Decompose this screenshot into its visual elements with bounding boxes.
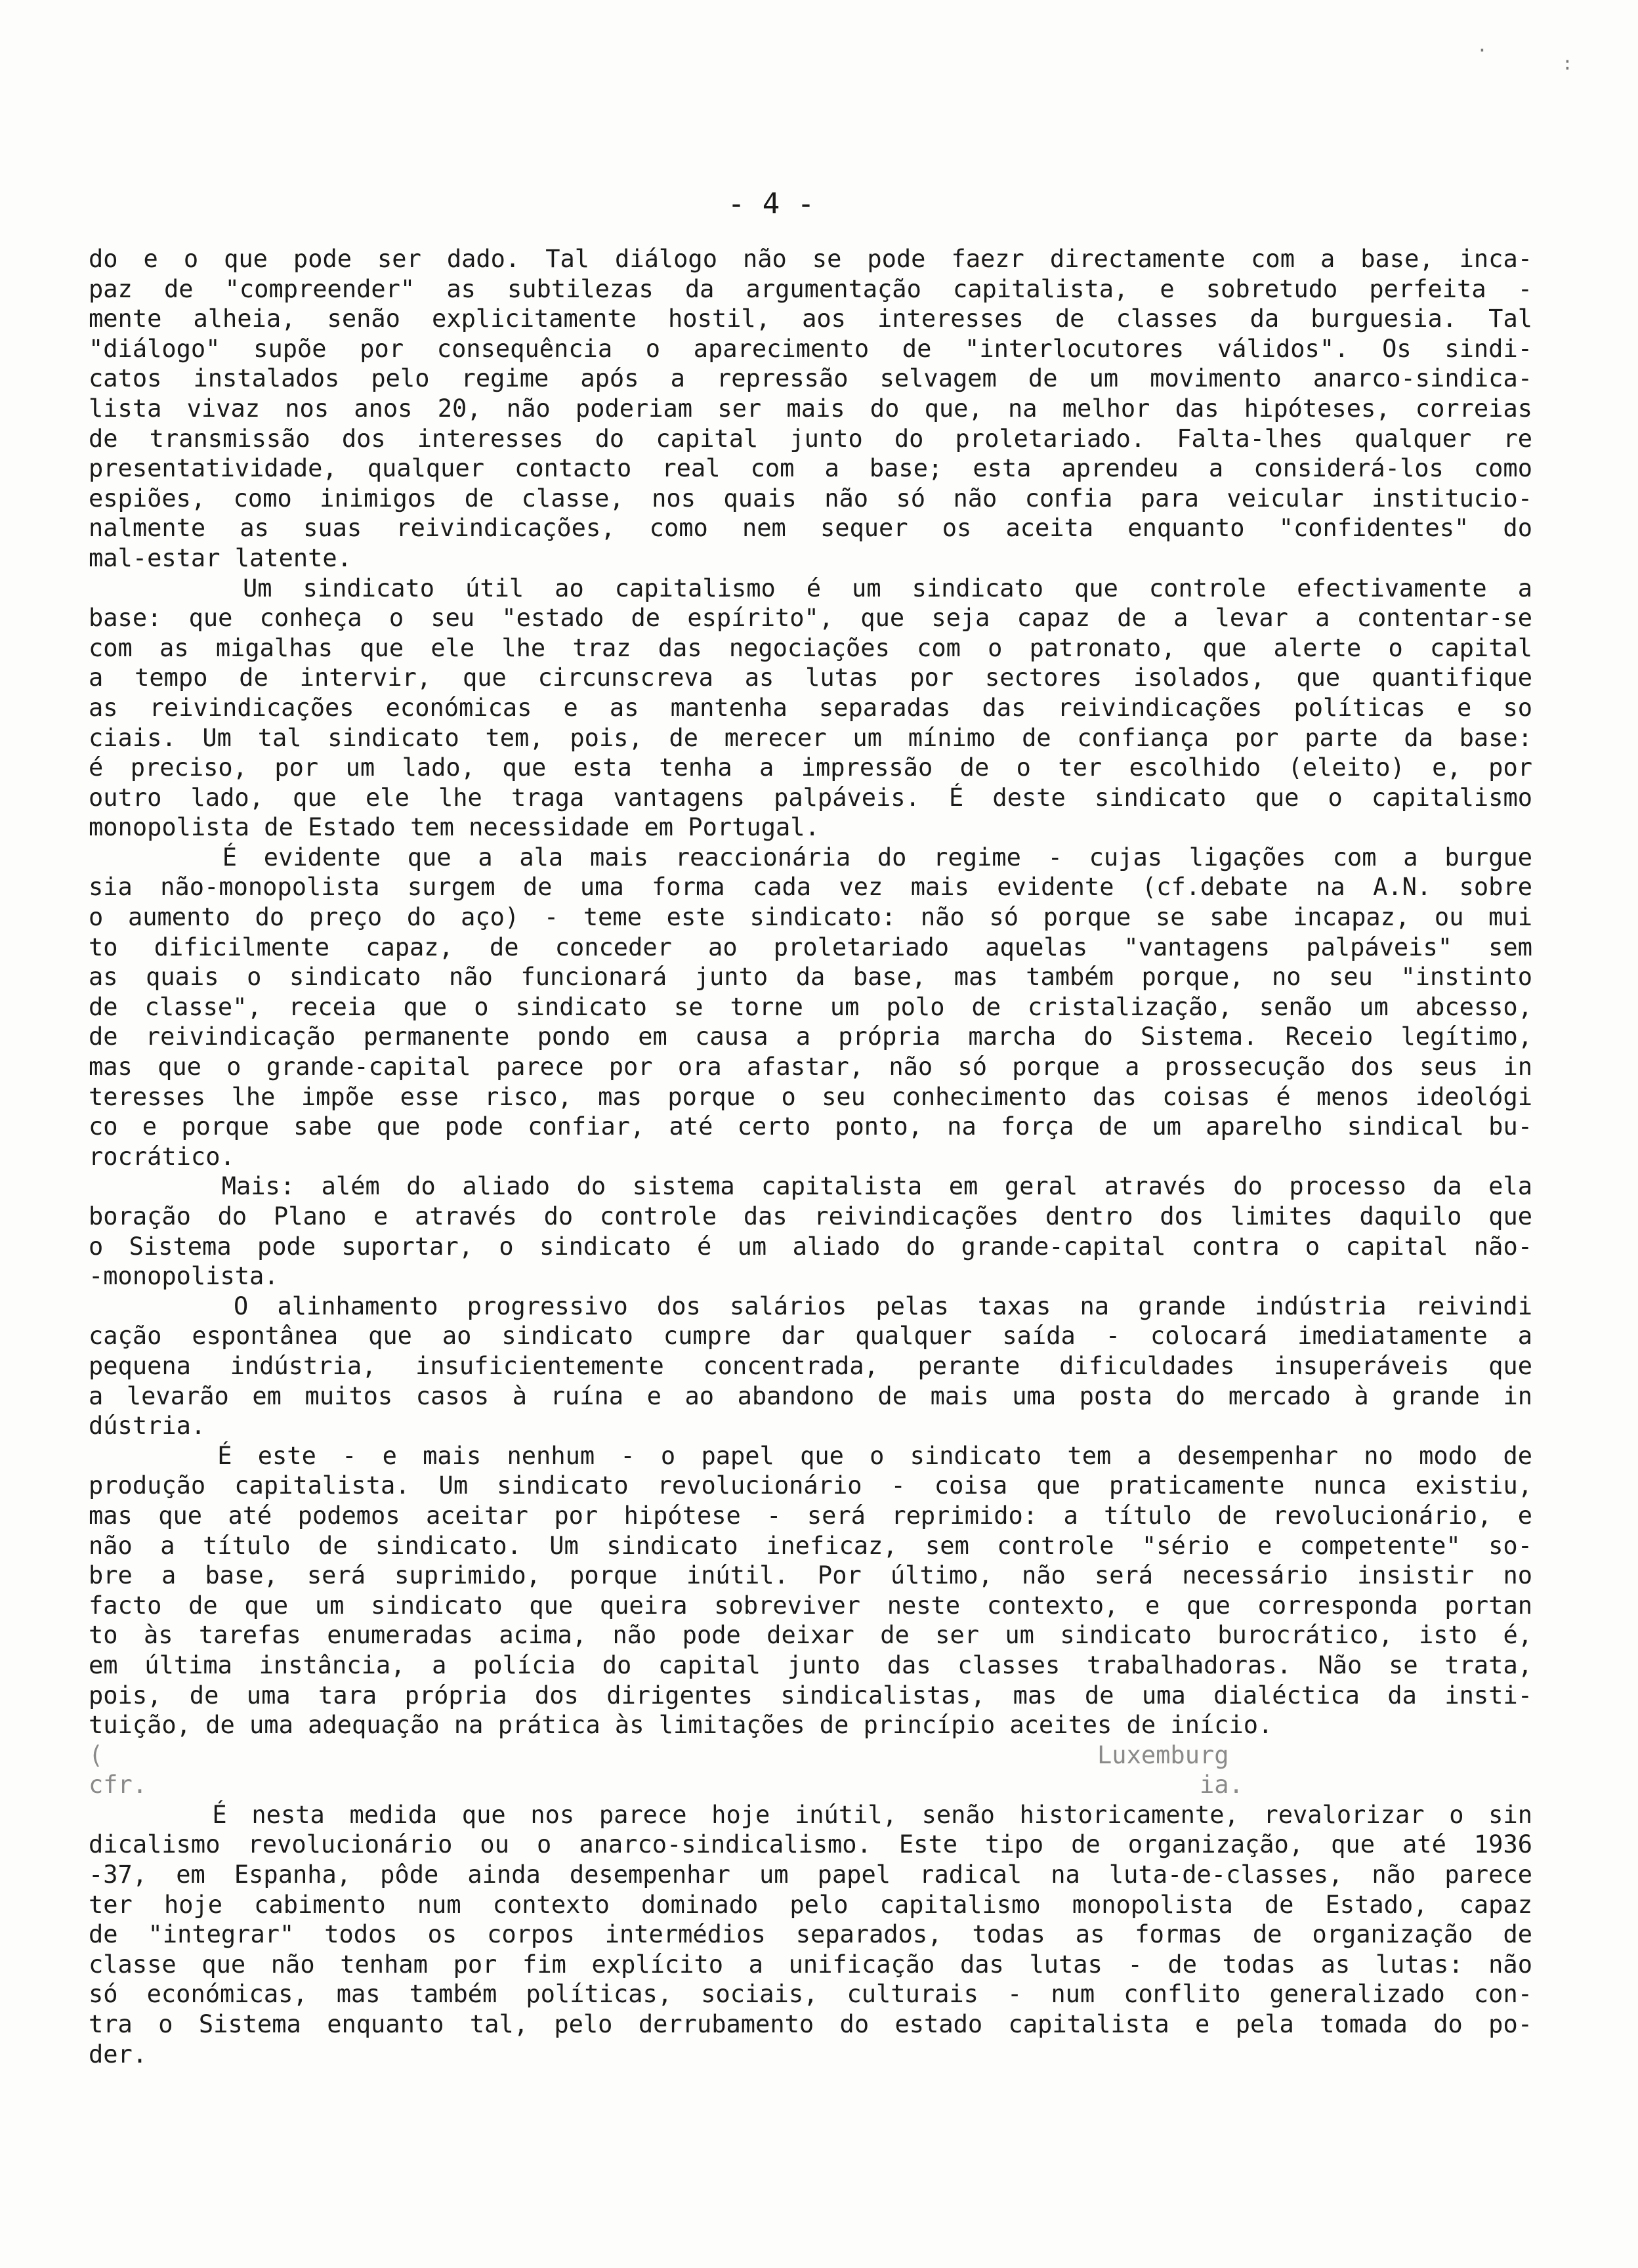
paragraph	[89, 1800, 1532, 2069]
text-line: teresses lhe impõe esse risco, mas porque o seu conhecimento das coisas é menos ideológi	[89, 1082, 1532, 1111]
text-line: presentatividade, qualquer contacto real com a base; esta aprendeu a considerá-los como	[89, 454, 1532, 483]
text-line: É evidente que a ala mais reaccionária do regime - cujas ligações com a burgue	[89, 843, 1532, 872]
text-line: a levarão em muitos casos à ruína e ao abandono de mais uma posta do mercado à grande in	[89, 1381, 1532, 1410]
text-line: lista vivaz nos anos 20, não poderiam ser mais do que, na melhor das hipóteses, correias	[89, 394, 1532, 423]
text-line: paz de "compreender" as subtilezas da argumentação capitalista, e sobretudo perfeita -	[89, 274, 1532, 303]
text-line: Mais: além do aliado do sistema capitalista em geral através do processo da ela	[89, 1172, 1532, 1201]
faint-text-line: cfr. ia.	[89, 1771, 1244, 1799]
text-line: cação espontânea que ao sindicato cumpre dar qualquer saída - colocará imediatamente a	[89, 1322, 1532, 1351]
text-line: Um sindicato útil ao capitalismo é um sindicato que controle efectivamente a	[89, 574, 1532, 602]
text-line: espiões, como inimigos de classe, nos quais não só não confia para veicular institucio-	[89, 484, 1532, 513]
scan-speck: ·	[1477, 39, 1488, 61]
text-line: co e porque sabe que pode confiar, até certo ponto, na força de um aparelho sindical bu-	[89, 1112, 1532, 1141]
text-line: -monopolista.	[89, 1262, 279, 1291]
text-line: rocrático.	[89, 1142, 235, 1171]
text-line: de "integrar" todos os corpos intermédios separados, todas as formas de organização de	[89, 1920, 1532, 1949]
text-line: de classe", receia que o sindicato se torne um polo de cristalização, senão um abcesso,	[89, 992, 1532, 1021]
text-line: base: que conheça o seu "estado de espírito", que seja capaz de a levar a contentar-se	[89, 604, 1532, 633]
text-line: não a título de sindicato. Um sindicato ineficaz, sem controle "sério e competente" so-	[89, 1531, 1532, 1560]
scan-speck: :	[1562, 52, 1573, 74]
text-line: ciais. Um tal sindicato tem, pois, de merecer um mínimo de confiança por parte da base:	[89, 723, 1532, 752]
text-line: nalmente as suas reivindicações, como nem sequer os aceita enquanto "confidentes" do	[89, 514, 1532, 543]
text-line: outro lado, que ele lhe traga vantagens palpáveis. É deste sindicato que o capitalismo	[89, 783, 1532, 812]
text-line: de reivindicação permanente pondo em causa a própria marcha do Sistema. Receio legítimo,	[89, 1022, 1532, 1051]
text-line: com as migalhas que ele lhe traz das negociações com o patronato, que alerte o capital	[89, 633, 1532, 662]
text-line: do e o que pode ser dado. Tal diálogo não se pode faezr directamente com a base, inca-	[89, 245, 1532, 273]
text-line: sia não-monopolista surgem de uma forma cada vez mais evidente (cf.debate na A.N. sobre	[89, 873, 1532, 902]
text-line: é preciso, por um lado, que esta tenha a impressão de o ter escolhido (eleito) e, por	[89, 753, 1532, 782]
text-line: mente alheia, senão explicitamente hostil, aos interesses de classes da burguesia. Tal	[89, 304, 1532, 333]
text-line: der.	[89, 2040, 148, 2068]
paragraph	[89, 574, 1532, 843]
text-line: bre a base, será suprimido, porque inútil. Por último, não será necessário insistir no	[89, 1561, 1532, 1590]
text-line: tuição, de uma adequação na prática às limitações de princípio aceites de início.	[89, 1711, 1273, 1740]
text-line: mal-estar latente.	[89, 543, 352, 572]
paragraph	[89, 1292, 1532, 1441]
faint-residue	[89, 1740, 1532, 1800]
text-line: tra o Sistema enquanto tal, pelo derrubamento do estado capitalista e pela tomada do po-	[89, 2010, 1532, 2039]
body-text	[89, 244, 1532, 2069]
text-line: as reivindicações económicas e as mantenha separadas das reivindicações políticas e so	[89, 693, 1532, 722]
text-line: dicalismo revolucionário ou o anarco-sindicalismo. Este tipo de organização, que até 1936	[89, 1830, 1532, 1859]
text-line: pois, de uma tara própria dos dirigentes sindicalistas, mas de uma dialéctica da insti-	[89, 1681, 1532, 1710]
text-line: -37, em Espanha, pôde ainda desempenhar um papel radical na luta-de-classes, não parece	[89, 1860, 1532, 1889]
text-line: O alinhamento progressivo dos salários pelas taxas na grande indústria reivindi	[89, 1292, 1532, 1320]
faint-text-line: ( Luxemburg	[89, 1740, 1229, 1769]
text-line: as quais o sindicato não funcionará junto da base, mas também porque, no seu "instinto	[89, 963, 1532, 992]
page-number: - 4 -	[727, 187, 815, 220]
text-line: to dificilmente capaz, de conceder ao proletariado aquelas "vantagens palpáveis" sem	[89, 933, 1532, 961]
paragraph	[89, 1441, 1532, 1740]
text-line: produção capitalista. Um sindicato revolucionário - coisa que praticamente nunca existiu,	[89, 1471, 1532, 1500]
text-line: boração do Plano e através do controle das reivindicações dentro dos limites daquilo que	[89, 1202, 1532, 1230]
text-line: a tempo de intervir, que circunscreva as lutas por sectores isolados, que quantifique	[89, 663, 1532, 692]
text-line: dústria.	[89, 1412, 206, 1440]
text-line: mas que o grande-capital parece por ora afastar, não só porque a prossecução dos seus in	[89, 1053, 1532, 1082]
text-line: É este - e mais nenhum - o papel que o sindicato tem a desempenhar no modo de	[89, 1441, 1532, 1470]
text-line: facto de que um sindicato que queira sobreviver neste contexto, e que corresponda portan	[89, 1591, 1532, 1620]
text-line: de transmissão dos interesses do capital junto do proletariado. Falta-lhes qualquer re	[89, 424, 1532, 453]
text-line: em última instância, a polícia do capital junto das classes trabalhadoras. Não se trata,	[89, 1650, 1532, 1679]
paragraph	[89, 244, 1532, 574]
text-line: só económicas, mas também políticas, sociais, culturais - num conflito generalizado con-	[89, 1980, 1532, 2009]
text-line: o aumento do preço do aço) - teme este sindicato: não só porque se sabe incapaz, ou mui	[89, 903, 1532, 932]
text-line: ter hoje cabimento num contexto dominado pelo capitalismo monopolista de Estado, capaz	[89, 1890, 1532, 1919]
text-line: pequena indústria, insuficientemente concentrada, perante dificuldades insuperáveis que	[89, 1351, 1532, 1380]
text-line: monopolista de Estado tem necessidade em Portugal.	[89, 813, 820, 842]
text-line: to às tarefas enumeradas acima, não pode deixar de ser um sindicato burocrático, isto é,	[89, 1621, 1532, 1650]
text-line: "diálogo" supõe por consequência o aparecimento de "interlocutores válidos". Os sindi-	[89, 334, 1532, 363]
text-line: É nesta medida que nos parece hoje inútil, senão historicamente, revalorizar o sin	[89, 1800, 1532, 1829]
text-line: o Sistema pode suportar, o sindicato é um aliado do grande-capital contra o capital não-	[89, 1232, 1532, 1261]
text-line: mas que até podemos aceitar por hipótese - será reprimido: a título de revolucionário, e	[89, 1501, 1532, 1530]
paragraph	[89, 843, 1532, 1172]
paragraph	[89, 1171, 1532, 1291]
text-line: classe que não tenham por fim explícito a unificação das lutas - de todas as lutas: não	[89, 1950, 1532, 1979]
text-line: catos instalados pelo regime após a repressão selvagem de um movimento anarco-sindica-	[89, 364, 1532, 393]
